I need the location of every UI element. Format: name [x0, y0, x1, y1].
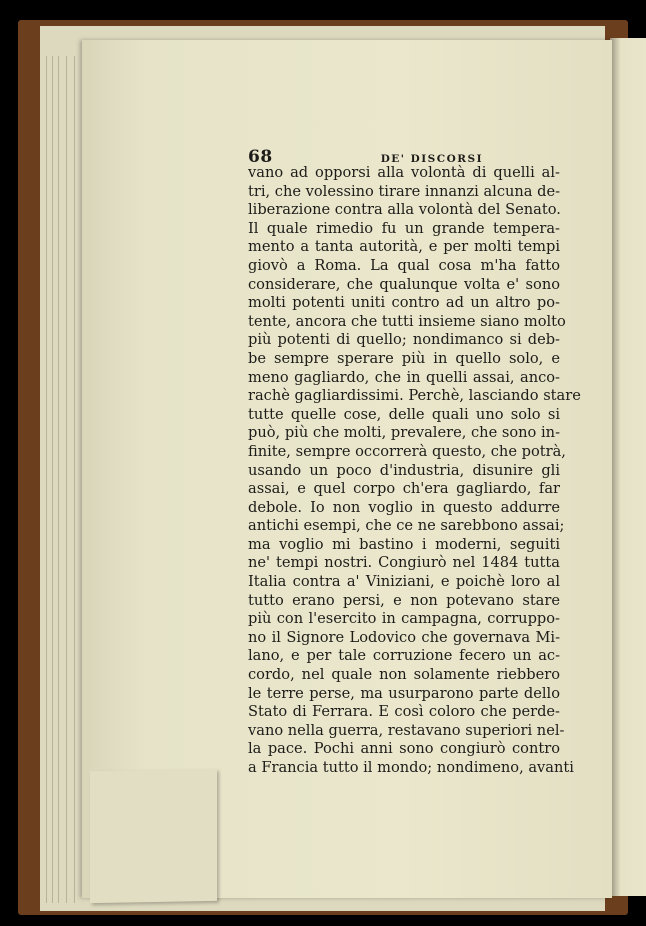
text-line: debole. Io non voglio in questo addurre — [248, 498, 560, 516]
folded-corner — [90, 769, 217, 903]
text-line: be sempre sperare più in quello solo, e — [248, 349, 560, 367]
text-line: cordo, nel quale non solamente riebbero — [248, 666, 560, 684]
text-line: tri, che volessino tirare innanzi alcuna de- — [248, 182, 561, 200]
text-line: tutto erano persi, e non potevano stare — [248, 591, 560, 609]
text-line: vano ad opporsi alla volontà di quelli al- — [248, 164, 560, 181]
text-line: liberazione contra alla volontà del Senato. — [248, 201, 561, 219]
text-line: tente, ancora che tutti insieme siano molto — [248, 312, 566, 330]
text-line: ma voglio mi bastino i moderni, seguiti — [248, 535, 560, 553]
text-line: finite, sempre occorrerà questo, che potrà, — [248, 442, 566, 460]
page-text — [248, 147, 581, 778]
text-line: può, più che molti, prevalere, che sono in- — [248, 424, 560, 442]
text-line: assai, e quel corpo ch'era gagliardo, far — [248, 480, 560, 498]
page-header — [248, 147, 483, 167]
text-line: molti potenti uniti contro ad un altro po- — [248, 294, 560, 312]
text-line: meno gagliardo, che in quelli assai, anco- — [248, 368, 560, 386]
text-line: Il quale rimedio fu un grande tempera- — [248, 219, 560, 237]
text-line: ne' tempi nostri. Congiurò nel 1484 tutta — [248, 554, 560, 572]
text-line: tutte quelle cose, delle quali uno solo si — [248, 405, 560, 423]
text-line: usando un poco d'industria, disunire gli — [248, 461, 560, 479]
page-number: 68 — [248, 147, 273, 167]
text-line: Italia contra a' Viniziani, e poichè loro al — [248, 573, 560, 591]
text-line: più potenti di quello; nondimanco si deb- — [248, 331, 560, 349]
text-line: Stato di Ferrara. E così coloro che perde- — [248, 703, 560, 721]
running-head: DE' DISCORSI — [380, 153, 483, 165]
text-line: vano nella guerra, restavano superiori nel- — [248, 721, 565, 739]
facing-page-edge — [610, 38, 646, 896]
text-line: le terre perse, ma usurparono parte dello — [248, 684, 560, 702]
text-line: antichi esempi, che ce ne sarebbono assai; — [248, 517, 565, 535]
text-line: lano, e per tale corruzione fecero un ac- — [248, 647, 560, 665]
text-line: a Francia tutto il mondo; nondimeno, avanti — [248, 759, 574, 776]
text-line: considerare, che qualunque volta e' sono — [248, 275, 560, 293]
text-lines — [248, 164, 581, 778]
text-line: rachè gagliardissimi. Perchè, lasciando stare — [248, 387, 581, 405]
text-line: no il Signore Lodovico che governava Mi- — [248, 628, 560, 646]
text-line: giovò a Roma. La qual cosa m'ha fatto — [248, 256, 560, 274]
text-line: mento a tanta autorità, e per molti tempi — [248, 238, 560, 256]
text-line: più con l'esercito in campagna, corruppo- — [248, 610, 560, 628]
text-line: la pace. Pochi anni sono congiurò contro — [248, 740, 560, 758]
